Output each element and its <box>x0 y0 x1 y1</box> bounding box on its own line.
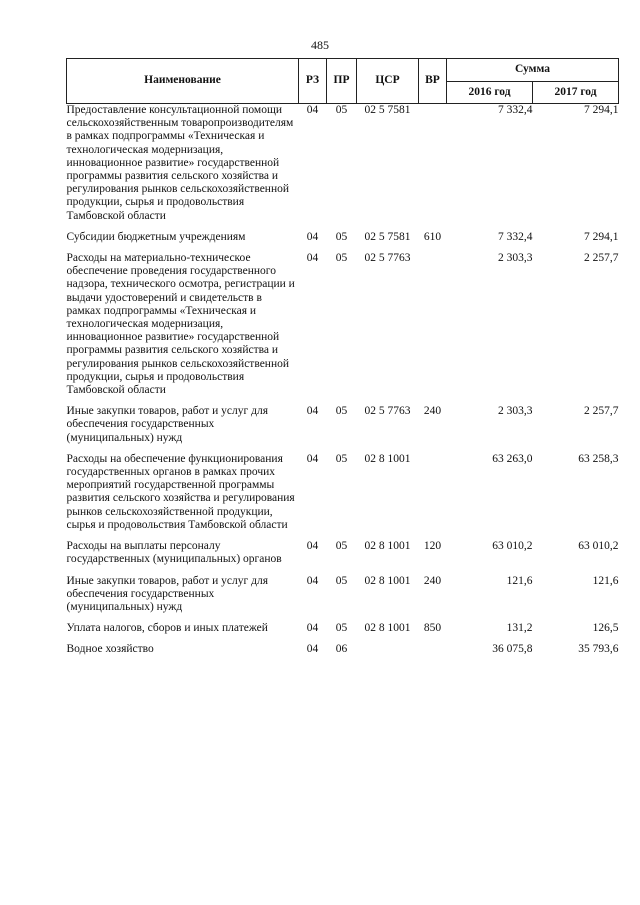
row-rz: 04 <box>306 643 319 656</box>
row-rz: 04 <box>306 622 319 635</box>
page-number: 485 <box>311 38 329 52</box>
row-2016: 63 010,2 <box>492 540 533 553</box>
row-name: Субсидии бюджетным учреждениям <box>66 230 246 243</box>
table-row <box>67 252 619 405</box>
table-row <box>67 104 619 231</box>
row-2017: 7 294,1 <box>584 230 619 243</box>
table-row <box>67 622 619 643</box>
row-rz: 04 <box>306 574 319 587</box>
table-row <box>67 453 619 540</box>
row-name: Расходы на выплаты персоналу государственных (муниципальных) органов <box>66 540 282 566</box>
row-csr: 02 8 1001 <box>364 452 411 465</box>
row-csr: 02 5 7763 <box>364 252 411 265</box>
row-name: Иные закупки товаров, работ и услуг для обеспечения государственных (муниципальных) нужд <box>66 405 268 444</box>
row-2017: 35 793,6 <box>578 643 619 656</box>
row-2016: 63 263,0 <box>492 452 533 465</box>
row-2016: 7 332,4 <box>498 230 533 243</box>
row-2016: 2 303,3 <box>498 405 533 418</box>
row-2017: 126,5 <box>592 622 619 635</box>
row-rz: 04 <box>306 104 319 116</box>
row-rz: 04 <box>306 252 319 265</box>
row-csr: 02 5 7763 <box>364 405 411 418</box>
row-pr: 05 <box>335 540 348 553</box>
row-pr: 06 <box>335 643 348 656</box>
row-pr: 05 <box>335 252 348 265</box>
row-2016: 2 303,3 <box>498 252 533 265</box>
header-name: Наименование <box>67 59 299 104</box>
row-pr: 05 <box>335 452 348 465</box>
row-vr: 240 <box>423 405 442 418</box>
row-csr: 02 5 7581 <box>364 230 411 243</box>
row-csr: 02 5 7581 <box>364 104 411 116</box>
table-row <box>67 231 619 252</box>
row-pr: 05 <box>335 622 348 635</box>
table-row <box>67 540 619 574</box>
header-csr: ЦСР <box>357 59 419 104</box>
row-name: Иные закупки товаров, работ и услуг для обеспечения государственных (муниципальных) нужд <box>66 574 268 613</box>
budget-table <box>66 58 619 665</box>
row-2016: 131,2 <box>506 622 533 635</box>
row-csr: 02 8 1001 <box>364 622 411 635</box>
row-vr <box>419 453 447 540</box>
header-sum: Сумма <box>447 59 619 82</box>
row-2017: 121,6 <box>592 574 619 587</box>
row-vr: 240 <box>423 574 442 587</box>
row-vr: 850 <box>423 622 442 635</box>
row-rz: 04 <box>306 540 319 553</box>
row-vr: 610 <box>423 230 442 243</box>
header-2016: 2016 год <box>447 82 533 104</box>
row-pr: 05 <box>335 405 348 418</box>
row-csr: 02 8 1001 <box>364 540 411 553</box>
row-pr: 05 <box>335 230 348 243</box>
row-2016: 7 332,4 <box>498 104 533 116</box>
header-rz: РЗ <box>299 59 327 104</box>
row-name: Уплата налогов, сборов и иных платежей <box>66 622 268 635</box>
row-rz: 04 <box>306 230 319 243</box>
row-2016: 36 075,8 <box>492 643 533 656</box>
row-2016: 121,6 <box>506 574 533 587</box>
row-2017: 63 258,3 <box>578 452 619 465</box>
row-vr: 120 <box>423 540 442 553</box>
row-2017: 2 257,7 <box>584 252 619 265</box>
table-row <box>67 575 619 623</box>
header-2017: 2017 год <box>533 82 619 104</box>
row-vr <box>419 252 447 405</box>
row-vr <box>419 643 447 664</box>
row-vr <box>419 104 447 231</box>
row-pr: 05 <box>335 574 348 587</box>
table-row <box>67 643 619 664</box>
row-name: Водное хозяйство <box>66 643 154 656</box>
row-csr: 02 8 1001 <box>364 574 411 587</box>
row-name: Расходы на материально-техническое обеспечение проведения государственного надзора, технического осмотра, регистрации и выдачи удостоверений и свидетельств в рамках подпрограммы «Техническая и технологическая модернизация, инновационное развитие» государственной программы развития сельского хозяйства и регулирования рынков сельскохозяйственной продукции, сырья и продовольствия Тамбовской области <box>66 252 295 397</box>
row-name: Предоставление консультационной помощи сельскохозяйственным товаропроизводителям в рамках подпрограммы «Техническая и технологическая модернизация, инновационное развитие» государственной программы развития сельского хозяйства и регулирования рынков сельскохозяйственной продукции, сырья и продовольствия Тамбовской области <box>66 104 294 222</box>
table-row <box>67 405 619 453</box>
row-2017: 7 294,1 <box>584 104 619 116</box>
row-2017: 2 257,7 <box>584 405 619 418</box>
row-rz: 04 <box>306 452 319 465</box>
row-name: Расходы на обеспечение функционирования государственных органов в рамках прочих мероприятий государственной программы развития сельского хозяйства и регулирования рынков сельскохозяйственной продукции, сырья и продовольствия Тамбовской области <box>66 452 295 531</box>
header-vr: ВР <box>419 59 447 104</box>
row-pr: 05 <box>335 104 348 116</box>
row-2017: 63 010,2 <box>578 540 619 553</box>
header-pr: ПР <box>327 59 357 104</box>
row-rz: 04 <box>306 405 319 418</box>
row-csr <box>357 643 419 664</box>
